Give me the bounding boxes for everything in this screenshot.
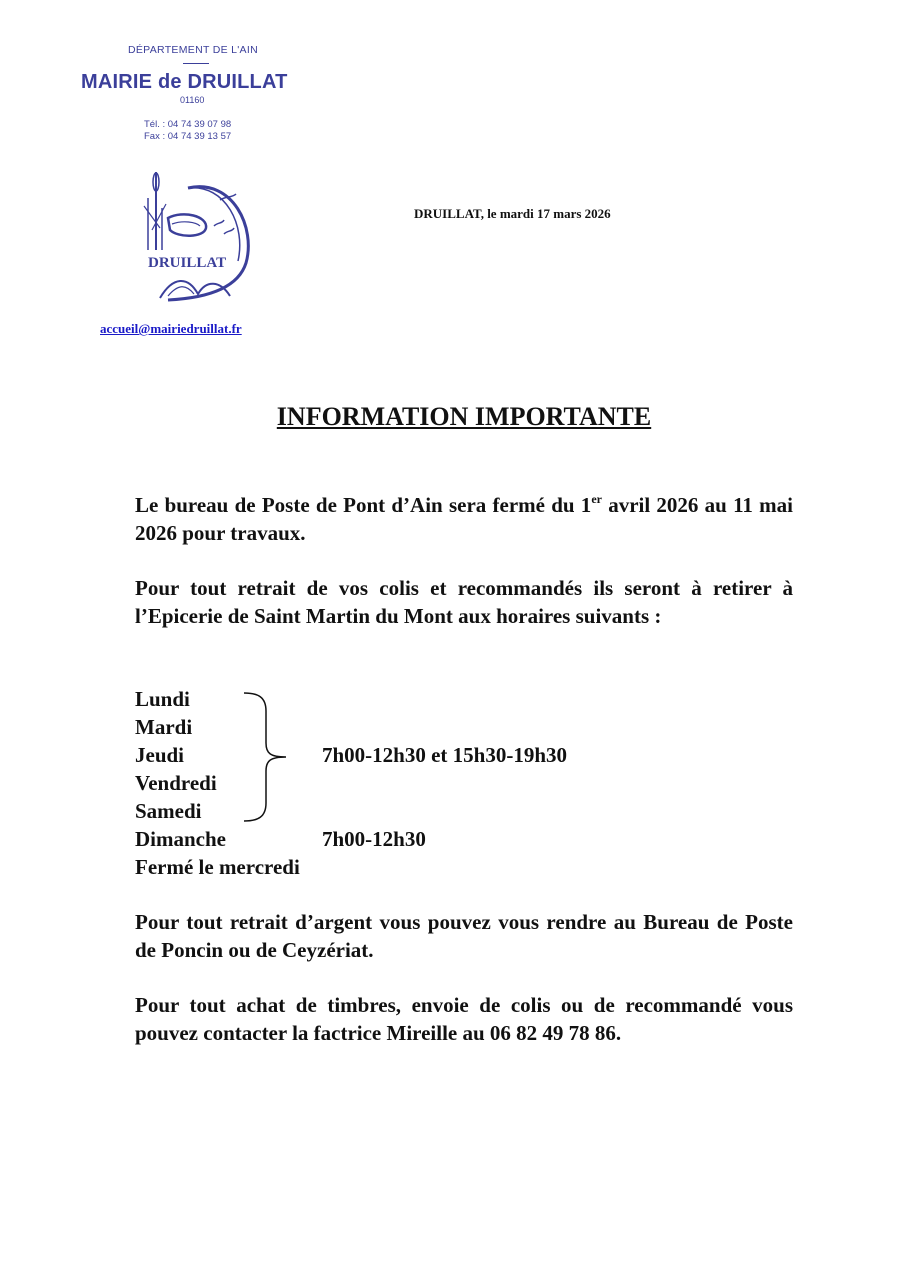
schedule-brace-icon <box>240 689 290 825</box>
day-tuesday: Mardi <box>135 715 193 739</box>
postcode: 01160 <box>180 95 205 105</box>
date-line: DRUILLAT, le mardi 17 mars 2026 <box>414 206 611 221</box>
sunday-hours: 7h00-12h30 <box>322 827 426 851</box>
ordinal-suffix: er <box>591 492 602 506</box>
page-title: INFORMATION IMPORTANTE <box>276 402 652 431</box>
day-sunday: Dimanche <box>135 827 226 851</box>
department-label: DÉPARTEMENT DE L'AIN <box>128 44 258 56</box>
day-thursday: Jeudi <box>135 743 185 767</box>
closure-text-end: avril 2026 au 11 mai 2026 pour travaux. <box>135 493 793 545</box>
email-link[interactable]: accueil@mairiedruillat.fr <box>100 321 242 336</box>
phone-number: Tél. : 04 74 39 07 98 <box>144 119 232 130</box>
closure-text-start: Le bureau de Poste de Pont d’Ain sera fermé du 1 <box>135 493 592 517</box>
pickup-paragraph: Pour tout retrait de vos colis et recommandés ils seront à retirer à l’Epicerie de Saint Martin du Mont aux horaires suivants : <box>135 576 793 628</box>
logo-text: DRUILLAT <box>148 255 227 271</box>
day-friday: Vendredi <box>135 771 217 795</box>
closed-day-note: Fermé le mercredi <box>135 855 300 879</box>
mairie-name: MAIRIE de DRUILLAT <box>81 71 288 93</box>
day-monday: Lundi <box>135 687 190 711</box>
druillat-logo-icon <box>138 168 256 304</box>
fax-number: Fax : 04 74 39 13 57 <box>144 131 232 142</box>
day-saturday: Samedi <box>135 799 202 823</box>
cash-withdrawal-paragraph: Pour tout retrait d’argent vous pouvez vous rendre au Bureau de Poste de Poncin ou de Ceyzériat. <box>135 910 793 962</box>
weekday-hours: 7h00-12h30 et 15h30-19h30 <box>322 743 568 767</box>
department-rule <box>183 63 209 64</box>
stamps-paragraph: Pour tout achat de timbres, envoie de colis ou de recommandé vous pouvez contacter la factrice Mireille au 06 82 49 78 86. <box>135 993 793 1045</box>
closure-paragraph <box>135 491 793 547</box>
